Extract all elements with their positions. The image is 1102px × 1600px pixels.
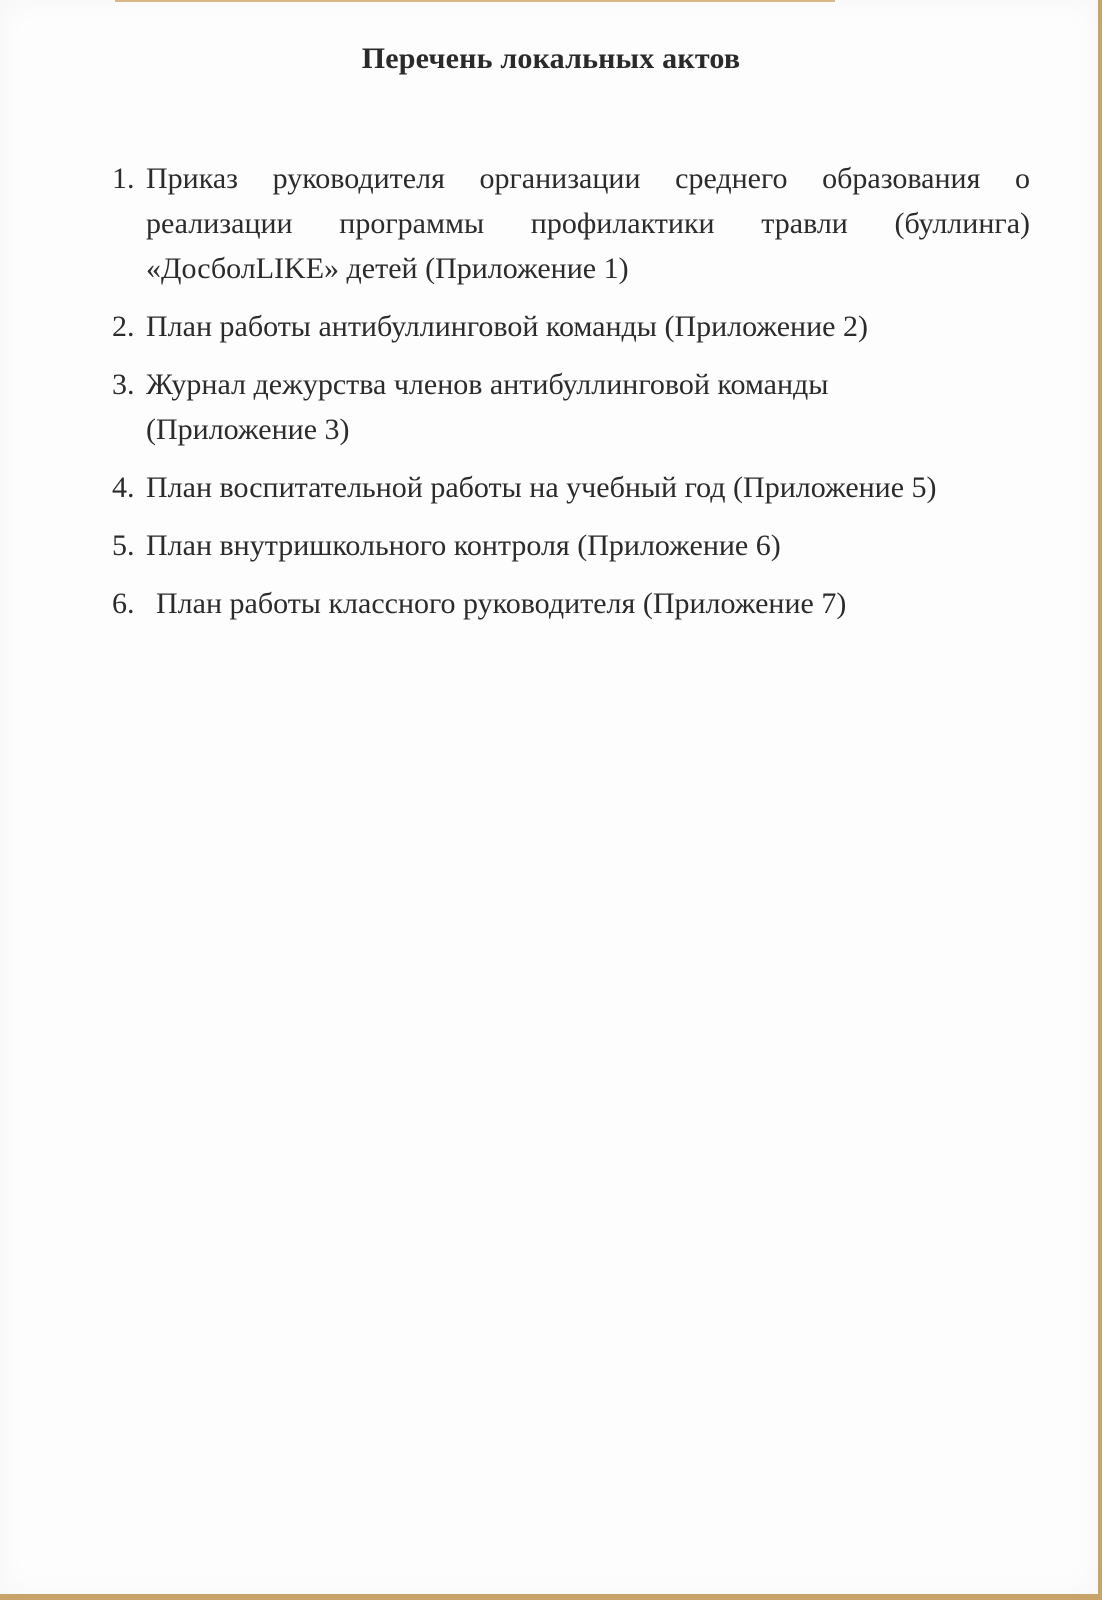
list-item [112, 304, 1030, 349]
item-text: Приказ руководителя организации среднего образования о реализации программы профилактики травли (буллинга) «ДосболLIKE» детей (Приложение 1) [146, 162, 1030, 285]
document-title: Перечень локальных актов [361, 42, 741, 75]
item-number: 3. [112, 368, 135, 401]
item-number: 5. [112, 529, 135, 562]
list-item [112, 581, 1030, 626]
item-number: 6. [112, 587, 135, 620]
item-number: 2. [112, 310, 135, 343]
item-text: План работы антибуллинговой команды (Приложение 2) [146, 310, 868, 343]
local-acts-list [112, 156, 1030, 639]
item-text: Журнал дежурства членов антибуллинговой команды (Приложение 3) [146, 368, 829, 446]
list-item [112, 156, 1030, 291]
item-text: План воспитательной работы на учебный год (Приложение 5) [146, 471, 937, 504]
item-number: 1. [112, 162, 135, 195]
list-item [112, 362, 912, 452]
list-item [112, 465, 1030, 510]
item-text: План внутришкольного контроля (Приложение 6) [146, 529, 781, 562]
item-number: 4. [112, 471, 135, 504]
page-edge [115, 0, 835, 2]
item-text: План работы классного руководителя (Приложение 7) [156, 587, 847, 620]
list-item [112, 523, 1030, 568]
